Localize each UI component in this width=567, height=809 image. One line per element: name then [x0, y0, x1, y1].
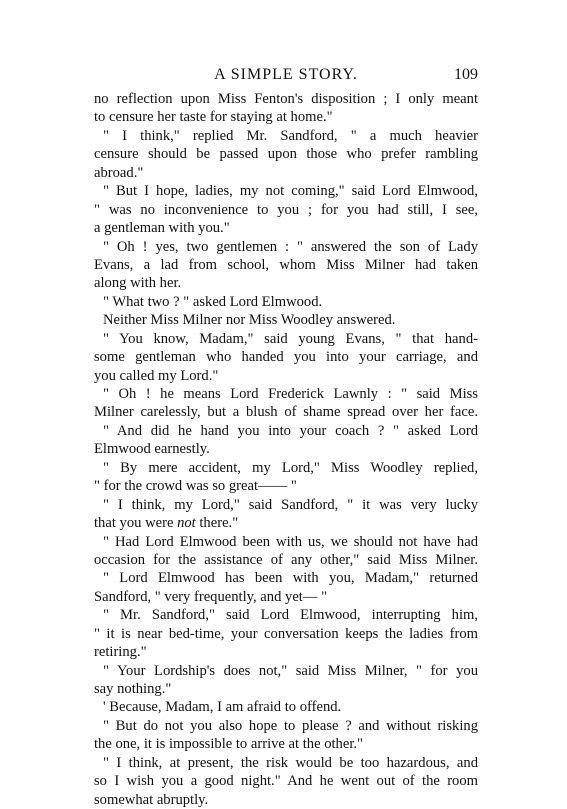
emphasis: not — [177, 515, 196, 532]
text-line: " I think, at present, the risk would be too hazardous, and — [103, 754, 478, 771]
text-line: Evans, a lad from school, whom Miss Milner had taken — [94, 256, 478, 273]
text-line: " You know, Madam," said young Evans, " that hand- — [103, 330, 478, 347]
text-line: " But I hope, ladies, my not coming," said Lord Elmwood, — [103, 183, 478, 200]
text-line: " I think, my Lord," said Sandford, " it was very lucky — [103, 496, 478, 513]
text-line: no reflection upon Miss Fenton's disposition ; I only meant — [94, 91, 478, 107]
text-line: some gentleman who handed you into your carriage, and — [94, 349, 478, 366]
text-line: that you were not there." — [94, 515, 239, 532]
text-line: retiring." — [94, 644, 147, 661]
text-line: " for the crowd was so great—— " — [94, 478, 297, 495]
text-line: you called my Lord." — [94, 367, 219, 384]
body-text — [94, 90, 478, 809]
text-line: a gentleman with you." — [94, 220, 230, 237]
running-title: A SIMPLE STORY. — [214, 66, 358, 83]
page-number: 109 — [454, 66, 478, 83]
text-line: abroad." — [94, 164, 144, 181]
text-line: Elmwood earnestly. — [94, 441, 210, 458]
text-line: " What two ? " asked Lord Elmwood. — [103, 293, 323, 310]
text-line: ' Because, Madam, I am afraid to offend. — [103, 699, 342, 716]
text-line: " was no inconvenience to you ; for you had still, I see, — [94, 201, 478, 218]
text-line: censure should be passed upon those who prefer rambling — [94, 146, 478, 163]
text-line: " it is near bed-time, your conversation keeps the ladies from — [94, 625, 478, 642]
text-line: " Your Lordship's does not," said Miss Milner, " for you — [103, 662, 478, 679]
text-line: somewhat abruptly. — [94, 791, 209, 808]
text-line: along with her. — [94, 275, 182, 292]
text-line: " I think," replied Mr. Sandford, " a much heavier — [103, 127, 478, 144]
text-line: occasion for the assistance of any other," said Miss Milner. — [94, 551, 478, 568]
text-line: " Mr. Sandford," said Lord Elmwood, interrupting him, — [103, 607, 478, 624]
text-line: Neither Miss Milner nor Miss Woodley answered. — [103, 312, 396, 329]
text-line: the one, it is impossible to arrive at the other." — [94, 736, 363, 753]
text-line: " Lord Elmwood has been with you, Madam," returned — [103, 570, 478, 587]
text-line: " But do not you also hope to please ? and without risking — [103, 717, 478, 734]
text-line: Sandford, " very frequently, and yet— " — [94, 588, 328, 605]
text-line: to censure her taste for staying at home." — [94, 109, 333, 126]
text-line: Milner carelessly, but a blush of shame spread over her face. — [94, 404, 478, 421]
text-line: " Had Lord Elmwood been with us, we should not have had — [103, 533, 478, 550]
text-line: " Oh ! yes, two gentlemen : " answered the son of Lady — [103, 238, 478, 255]
text-line: " And did he hand you into your coach ? " asked Lord — [103, 422, 478, 439]
text-line: " Oh ! he means Lord Frederick Lawnly : " said Miss — [103, 386, 478, 402]
text-line: " By mere accident, my Lord," Miss Woodley replied, — [103, 459, 478, 476]
text-line: say nothing." — [94, 681, 172, 697]
text-line: so I wish you a good night." And he went out of the room — [94, 773, 478, 790]
running-head — [94, 64, 478, 86]
